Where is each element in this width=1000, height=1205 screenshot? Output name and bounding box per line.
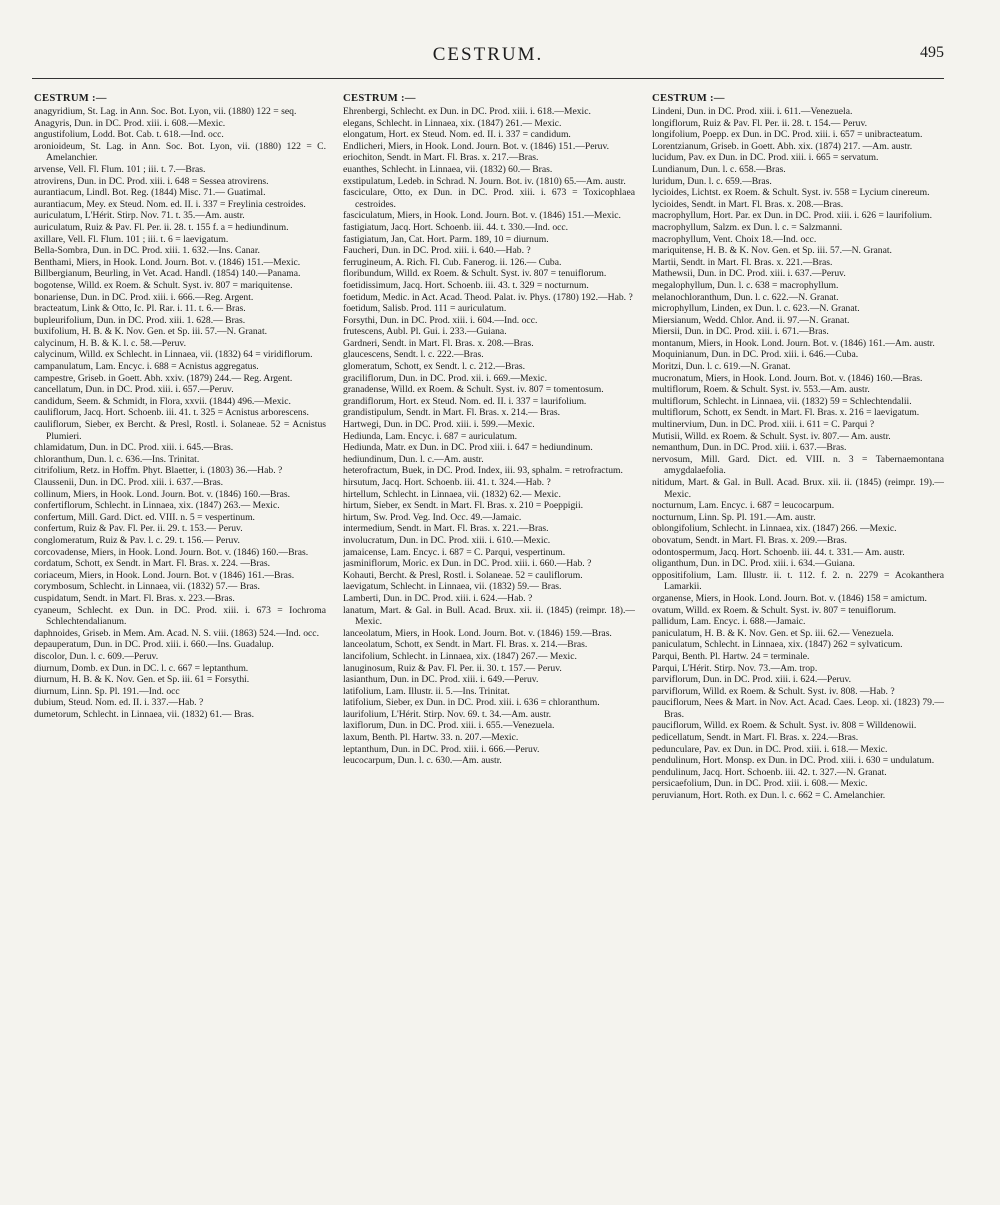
text-columns [34, 93, 944, 1173]
index-entry: discolor, Dun. l. c. 609.—Peruv. [34, 650, 159, 662]
index-entry: organense, Miers, in Hook. Lond. Journ. Bot. v. (1846) 158 = amictum. [652, 592, 927, 604]
index-entry: Mutisii, Willd. ex Roem. & Schult. Syst. iv. 807.— Am. austr. [652, 430, 891, 442]
index-entry: aurantiacum, Mey. ex Steud. Nom. ed. II. i. 337 = Freylinia cestroides. [34, 198, 306, 210]
index-entry: diurnum, Domb. ex Dun. in DC. l. c. 667 = leptanthum. [34, 662, 249, 674]
index-entry: glomeratum, Schott, ex Sendt. l. c. 212.—Bras. [343, 361, 526, 373]
index-entry: fastigiatum, Jan, Cat. Hort. Parm. 189, 10 = diurnum. [343, 233, 549, 245]
index-entry: latifolium, Lam. Illustr. ii. 5.—Ins. Trinitat. [343, 685, 510, 697]
column-1 [34, 93, 326, 1173]
index-entry: jasminiflorum, Moric. ex Dun. in DC. Prod. xiii. i. 660.—Hab. ? [343, 558, 592, 570]
index-entry: pauciflorum, Willd. ex Roem. & Schult. Syst. iv. 808 = Willdenowii. [652, 720, 917, 732]
index-entry: intermedium, Sendt. in Mart. Fl. Bras. x. 221.—Bras. [343, 523, 549, 535]
index-entry: Lorentzianum, Griseb. in Goett. Abh. xix. (1874) 217. —Am. austr. [652, 140, 913, 152]
column-heading: CESTRUM :— [34, 93, 107, 104]
index-entry: nocturnum, Linn. Sp. Pl. 191.—Am. austr. [652, 511, 816, 523]
index-entry: pedicellatum, Sendt. in Mart. Fl. Bras. x. 224.—Bras. [652, 732, 859, 744]
index-entry: ferrugineum, A. Rich. Fl. Cub. Fanerog. ii. 126.— Cuba. [343, 256, 562, 268]
index-entry: lanceolatum, Miers, in Hook. Lond. Journ. Bot. v. (1846) 159.—Bras. [343, 627, 612, 639]
index-entry: laurifolium, L'Hérit. Stirp. Nov. 69. t. 34.—Am. austr. [343, 708, 552, 720]
index-entry: elongatum, Hort. ex Steud. Nom. ed. II. i. 337 = candidum. [343, 129, 571, 141]
index-entry: Miersianum, Wedd. Chlor. And. ii. 97.—N. Granat. [652, 314, 850, 326]
index-entry: peruvianum, Hort. Roth. ex Dun. l. c. 662 = C. Amelanchier. [652, 790, 886, 802]
index-entry: Moquinianum, Dun. in DC. Prod. xiii. i. 646.—Cuba. [652, 349, 859, 361]
index-entry: graciliflorum, Dun. in DC. Prod. xii. i. 669.—Mexic. [343, 372, 547, 384]
index-entry: cauliflorum, Jacq. Hort. Schoenb. iii. 41. t. 325 = Acnistus arborescens. [34, 407, 309, 419]
index-entry: oblongifolium, Schlecht. in Linnaea, xix. (1847) 266. —Mexic. [652, 523, 897, 535]
column-heading: CESTRUM :— [652, 93, 725, 104]
index-entry: obovatum, Sendt. in Mart. Fl. Bras. x. 209.—Bras. [652, 534, 847, 546]
index-entry: bonariense, Dun. in DC. Prod. xiii. i. 666.—Reg. Argent. [34, 291, 254, 303]
index-entry: hirtum, Sw. Prod. Veg. Ind. Occ. 49.—Jamaic. [343, 511, 522, 523]
index-entry: lancifolium, Schlecht. in Linnaea, xix. (1847) 267.— Mexic. [343, 650, 577, 662]
index-entry: dumetorum, Schlecht. in Linnaea, vii. (1832) 61.— Bras. [34, 708, 254, 720]
index-entry: aronioideum, St. Lag. in Ann. Soc. Bot. Lyon, vii. (1880) 122 = C. Amelanchier. [34, 140, 326, 164]
index-entry: involucratum, Dun. in DC. Prod. xiii. i. 610.—Mexic. [343, 534, 551, 546]
index-entry: campestre, Griseb. in Goett. Abh. xxiv. (1879) 244.— Reg. Argent. [34, 372, 293, 384]
index-entry: multinervium, Dun. in DC. Prod. xiii. i. 611 = C. Parqui ? [652, 419, 875, 431]
index-entry: buxifolium, H. B. & K. Nov. Gen. et Sp. iii. 57.—N. Granat. [34, 326, 268, 338]
index-entry: Parqui, L'Hérit. Stirp. Nov. 73.—Am. trop. [652, 662, 818, 674]
index-entry: Anagyris, Dun. in DC. Prod. xiii. i. 608.—Mexic. [34, 117, 226, 129]
index-entry: laevigatum, Schlecht. in Linnaea, vii. (1832) 59.— Bras. [343, 581, 562, 593]
index-entry: odontospermum, Jacq. Hort. Schoenb. iii. 44. t. 331.— Am. austr. [652, 546, 905, 558]
index-entry: macrophyllum, Vent. Choix 18.—Ind. occ. [652, 233, 817, 245]
index-entry: cancellatum, Dun. in DC. Prod. xiii. i. 657.—Peruv. [34, 384, 234, 396]
index-entry: Claussenii, Dun. in DC. Prod. xiii. i. 637.—Bras. [34, 477, 224, 488]
index-entry: fasciculatum, Miers, in Hook. Lond. Journ. Bot. v. (1846) 151.—Mexic. [343, 210, 621, 222]
index-entry: glaucescens, Sendt. l. c. 222.—Bras. [343, 349, 484, 361]
index-entry: melanochloranthum, Dun. l. c. 622.—N. Granat. [652, 291, 839, 303]
index-entry: nocturnum, Lam. Encyc. i. 687 = leucocarpum. [652, 500, 835, 512]
index-entry: hirtum, Sieber, ex Sendt. in Mart. Fl. Bras. x. 210 = Poeppigii. [343, 500, 584, 512]
index-entry: floribundum, Willd. ex Roem. & Schult. Syst. iv. 807 = tenuiflorum. [343, 268, 607, 280]
index-entry: angustifolium, Lodd. Bot. Cab. t. 618.—Ind. occ. [34, 129, 224, 141]
index-entry: jamaicense, Lam. Encyc. i. 687 = C. Parqui, vespertinum. [343, 546, 566, 558]
page-title: CESTRUM. [432, 44, 544, 65]
index-entry: pendulinum, Jacq. Hort. Schoenb. iii. 42. t. 327.—N. Granat. [652, 766, 887, 778]
index-entry: laxum, Benth. Pl. Hartw. 33. n. 207.—Mexic. [343, 732, 519, 744]
index-entry: fasciculare, Otto, ex Dun. in DC. Prod. xiii. i. 673 = Toxicophlaea cestroides. [343, 187, 635, 210]
index-entry: Hediunda, Matr. ex Dun. in DC. Prod xiii. i. 647 = hediundinum. [343, 442, 593, 454]
index-entry: lanatum, Mart. & Gal. in Bull. Acad. Brux. xii. ii. (1845) (reimpr. 18).—Mexic. [343, 604, 635, 628]
index-entry: frutescens, Aubl. Pl. Gui. i. 233.—Guiana. [343, 326, 507, 338]
index-entry: Faucheri, Dun. in DC. Prod. xiii. i. 640.—Hab. ? [343, 245, 531, 257]
index-entry: heterofractum, Buek, in DC. Prod. Index, iii. 93, sphalm. = retrofractum. [343, 465, 623, 477]
index-entry: paniculatum, Schlecht. in Linnaea, xix. (1847) 262 = sylvaticum. [652, 639, 903, 651]
index-entry: cyaneum, Schlecht. ex Dun. in DC. Prod. xiii. i. 673 = Iochroma Schlechtendalianum. [34, 604, 326, 628]
index-entry: Mathewsii, Dun. in DC. Prod. xiii. i. 637.—Peruv. [652, 268, 846, 280]
index-entry: nitidum, Mart. & Gal. in Bull. Acad. Brux. xii. ii. (1845) (reimpr. 19).—Mexic. [652, 477, 944, 500]
column-heading: CESTRUM :— [343, 93, 416, 104]
index-entry: oliganthum, Dun. in DC. Prod. xiii. i. 634.—Guiana. [652, 558, 855, 570]
index-entry: calycinum, H. B. & K. l. c. 58.—Peruv. [34, 337, 187, 349]
index-entry: mucronatum, Miers, in Hook. Lond. Journ. Bot. v. (1846) 160.—Bras. [652, 372, 923, 384]
index-entry: eriochiton, Sendt. in Mart. Fl. Bras. x. 217.—Bras. [343, 152, 539, 164]
index-entry: foetidum, Medic. in Act. Acad. Theod. Palat. iv. Phys. (1780) 192.—Hab. ? [343, 291, 633, 303]
index-entry: luridum, Dun. l. c. 659.—Bras. [652, 175, 772, 187]
index-entry: anagyridium, St. Lag. in Ann. Soc. Bot. Lyon, vii. (1880) 122 = seq. [34, 106, 297, 117]
index-entry: Moritzi, Dun. l. c. 619.—N. Granat. [652, 361, 791, 373]
index-entry: chlamidatum, Dun. in DC. Prod. xiii. i. 645.—Bras. [34, 442, 234, 454]
index-entry: aurantiacum, Lindl. Bot. Reg. (1844) Misc. 71.— Guatimal. [34, 187, 266, 199]
index-entry: corymbosum, Schlecht. in Linnaea, vii. (1832) 57.— Bras. [34, 581, 260, 593]
index-entry: pauciflorum, Nees & Mart. in Nov. Act. Acad. Caes. Leop. xi. (1823) 79.—Bras. [652, 697, 944, 720]
index-entry: oppositifolium, Lam. Illustr. ii. t. 112. f. 2. n. 2279 = Acokanthera Lamarkii. [652, 569, 944, 593]
header-rule [32, 78, 944, 79]
index-entry: Miersii, Dun. in DC. Prod. xiii. i. 671.—Bras. [652, 326, 829, 338]
index-entry: Bella-Sombra, Dun. in DC. Prod. xiii. 1. 632.—Ins. Canar. [34, 245, 260, 257]
index-entry: Hartwegi, Dun. in DC. Prod. xiii. i. 599.—Mexic. [343, 419, 535, 431]
index-entry: Lamberti, Dun. in DC. Prod. xiii. i. 624.—Hab. ? [343, 592, 533, 604]
index-entry: corcovadense, Miers, in Hook. Lond. Journ. Bot. v. (1846) 160.—Bras. [34, 546, 309, 558]
index-entry: Lindeni, Dun. in DC. Prod. xiii. i. 611.—Venezuela. [652, 106, 853, 117]
index-entry: campanulatum, Lam. Encyc. i. 688 = Acnistus aggregatus. [34, 361, 259, 373]
index-entry: calycinum, Willd. ex Schlecht. in Linnaea, vii. (1832) 64 = viridiflorum. [34, 349, 313, 361]
index-entry: chloranthum, Dun. l. c. 636.—Ins. Trinitat. [34, 453, 200, 465]
index-entry: elegans, Schlecht. in Linnaea, xix. (1847) 261.— Mexic. [343, 117, 562, 129]
index-entry: hirsutum, Jacq. Hort. Schoenb. iii. 41. t. 324.—Hab. ? [343, 477, 551, 488]
index-entry: latifolium, Sieber, ex Dun. in DC. Prod. xiii. i. 636 = chloranthum. [343, 697, 600, 709]
index-entry: megalophyllum, Dun. l. c. 638 = macrophyllum. [652, 279, 839, 291]
index-entry: microphyllum, Linden, ex Dun. l. c. 623.—N. Granat. [652, 303, 860, 315]
index-entry: bogotense, Willd. ex Roem. & Schult. Syst. iv. 807 = mariquitense. [34, 279, 293, 291]
index-entry: cuspidatum, Sendt. in Mart. Fl. Bras. x. 223.—Bras. [34, 592, 235, 604]
index-entry: cordatum, Schott, ex Sendt. in Mart. Fl. Bras. x. 224. —Bras. [34, 558, 271, 570]
index-entry: Parqui, Benth. Pl. Hartw. 24 = terminale. [652, 650, 810, 662]
index-entry: parviflorum, Willd. ex Roem. & Schult. Syst. iv. 808. —Hab. ? [652, 685, 895, 697]
index-entry: lanceolatum, Schott, ex Sendt. in Mart. Fl. Bras. x. 214.—Bras. [343, 639, 588, 651]
index-entry: axillare, Vell. Fl. Flum. 101 ; iii. t. 6 = laevigatum. [34, 233, 229, 245]
index-entry: Forsythi, Dun. in DC. Prod. xiii. i. 604.—Ind. occ. [343, 314, 538, 326]
index-entry: hirtellum, Schlecht. in Linnaea, vii. (1832) 62.— Mexic. [343, 488, 561, 500]
index-entry: multiflorum, Schlecht. in Linnaea, vii. (1832) 59 = Schlechtendalii. [652, 395, 912, 407]
index-entry: Kohauti, Bercht. & Presl, Rostl. i. Solaneae. 52 = cauliflorum. [343, 569, 583, 581]
page-header [32, 38, 944, 74]
index-entry: conglomeratum, Ruiz & Pav. l. c. 29. t. 156.— Peruv. [34, 534, 240, 546]
index-entry: leptanthum, Dun. in DC. Prod. xiii. i. 666.—Peruv. [343, 743, 540, 755]
index-entry: lanuginosum, Ruiz & Pav. Fl. Per. ii. 30. t. 157.— Peruv. [343, 662, 562, 674]
index-entry: Martii, Sendt. in Mart. Fl. Bras. x. 221.—Bras. [652, 256, 833, 268]
index-entry: Gardneri, Sendt. in Mart. Fl. Bras. x. 208.—Bras. [343, 337, 534, 349]
index-entry: lycioides, Sendt. in Mart. Fl. Bras. x. 208.—Bras. [652, 198, 844, 210]
index-entry: foetidissimum, Jacq. Hort. Schoenb. iii. 43. t. 329 = nocturnum. [343, 279, 589, 291]
index-entry: Lundianum, Dun. l. c. 658.—Bras. [652, 163, 786, 175]
index-entry: exstipulatum, Ledeb. in Schrad. N. Journ. Bot. iv. (1810) 65.—Am. austr. [343, 175, 626, 187]
index-entry: macrophyllum, Hort. Par. ex Dun. in DC. Prod. xiii. i. 626 = laurifolium. [652, 210, 932, 222]
index-entry: persicaefolium, Dun. in DC. Prod. xiii. i. 608.— Mexic. [652, 778, 868, 790]
index-entry: cauliflorum, Sieber, ex Bercht. & Presl, Rostl. i. Solaneae. 52 = Acnistus Plumieri. [34, 419, 326, 442]
index-entry: granadense, Willd. ex Roem. & Schult. Syst. iv. 807 = tomentosum. [343, 384, 604, 396]
index-entry: atrovirens, Dun. in DC. Prod. xiii. i. 648 = Sessea atrovirens. [34, 175, 269, 187]
index-entry: parviflorum, Dun. in DC. Prod. xiii. i. 624.—Peruv. [652, 674, 852, 686]
index-entry: bracteatum, Link & Otto, Ic. Pl. Rar. i. 11. t. 6.— Bras. [34, 303, 246, 315]
index-entry: nemanthum, Dun. in DC. Prod. xiii. i. 637.—Bras. [652, 442, 847, 454]
index-entry: lasianthum, Dun. in DC. Prod. xiii. i. 649.—Peruv. [343, 674, 539, 686]
index-entry: pedunculare, Pav. ex Dun. in DC. Prod. xiii. i. 618.— Mexic. [652, 743, 888, 755]
index-entry: bupleurifolium, Dun. in DC. Prod. xiii. 1. 628.— Bras. [34, 314, 246, 326]
column-3 [652, 93, 944, 1173]
index-entry: macrophyllum, Salzm. ex Dun. l. c. = Salzmanni. [652, 221, 843, 233]
index-entry: montanum, Miers, in Hook. Lond. Journ. Bot. v. (1846) 161.—Am. austr. [652, 337, 935, 349]
index-entry: pendulinum, Hort. Monsp. ex Dun. in DC. Prod. xiii. i. 630 = undulatum. [652, 755, 935, 767]
index-entry: nervosum, Mill. Gard. Dict. ed. VIII. n. 3 = Tabernaemontana amygdalaefolia. [652, 453, 944, 477]
index-entry: Hediunda, Lam. Encyc. i. 687 = auriculatum. [343, 430, 518, 442]
index-entry: multiflorum, Schott, ex Sendt. in Mart. Fl. Bras. x. 216 = laevigatum. [652, 407, 920, 419]
index-entry: dubium, Steud. Nom. ed. II. i. 337.—Hab. ? [34, 697, 204, 709]
index-entry: grandistipulum, Sendt. in Mart. Fl. Bras. x. 214.— Bras. [343, 407, 561, 419]
index-entry: confertum, Ruiz & Pav. Fl. Per. ii. 29. t. 153.— Peruv. [34, 523, 243, 535]
index-entry: foetidum, Salisb. Prod. 111 = auriculatum. [343, 303, 507, 315]
index-entry: Billbergianum, Beurling, in Vet. Acad. Handl. (1854) 140.—Panama. [34, 268, 301, 280]
index-entry: leucocarpum, Dun. l. c. 630.—Am. austr. [343, 755, 502, 767]
index-entry: multiflorum, Roem. & Schult. Syst. iv. 553.—Am. austr. [652, 384, 870, 396]
index-entry: paniculatum, H. B. & K. Nov. Gen. et Sp. iii. 62.— Venezuela. [652, 627, 894, 639]
index-entry: candidum, Seem. & Schmidt, in Flora, xxvii. (1844) 496.—Mexic. [34, 395, 291, 407]
index-entry: grandiflorum, Hort. ex Steud. Nom. ed. II. i. 337 = laurifolium. [343, 395, 587, 407]
index-entry: arvense, Vell. Fl. Flum. 101 ; iii. t. 7.—Bras. [34, 163, 206, 175]
index-entry: laxiflorum, Dun. in DC. Prod. xiii. i. 655.—Venezuela. [343, 720, 555, 732]
index-entry: pallidum, Lam. Encyc. i. 688.—Jamaic. [652, 616, 806, 628]
page-number: 495 [920, 44, 944, 61]
index-entry: Benthami, Miers, in Hook. Lond. Journ. Bot. v. (1846) 151.—Mexic. [34, 256, 301, 268]
index-entry: mariquitense, H. B. & K. Nov. Gen. et Sp. iii. 57.—N. Granat. [652, 245, 892, 257]
index-entry: auriculatum, L'Hérit. Stirp. Nov. 71. t. 35.—Am. austr. [34, 210, 245, 222]
index-entry: auriculatum, Ruiz & Pav. Fl. Per. ii. 28. t. 155 f. a = hediundinum. [34, 221, 289, 233]
column-2 [343, 93, 635, 1173]
index-entry: euanthes, Schlecht. in Linnaea, vii. (1832) 60.— Bras. [343, 163, 553, 175]
index-entry: fastigiatum, Jacq. Hort. Schoenb. iii. 44. t. 330.—Ind. occ. [343, 221, 569, 233]
index-entry: longifolium, Poepp. ex Dun. in DC. Prod. xiii. i. 657 = unibracteatum. [652, 129, 923, 141]
index-entry: longiflorum, Ruiz & Pav. Fl. Per. ii. 28. t. 154.— Peruv. [652, 117, 868, 129]
index-entry: depauperatum, Dun. in DC. Prod. xiii. i. 660.—Ins. Guadalup. [34, 639, 274, 651]
index-entry: citrifolium, Retz. in Hoffm. Phyt. Blaetter, i. (1803) 36.—Hab. ? [34, 465, 283, 477]
index-entry: lucidum, Pav. ex Dun. in DC. Prod. xiii. i. 665 = servatum. [652, 152, 879, 164]
index-entry: hediundinum, Dun. l. c.—Am. austr. [343, 453, 484, 465]
index-entry: daphnoides, Griseb. in Mem. Am. Acad. N. S. viii. (1863) 524.—Ind. occ. [34, 627, 319, 639]
index-entry: coriaceum, Miers, in Hook. Lond. Journ. Bot. v (1846) 161.—Bras. [34, 569, 295, 581]
index-entry: ovatum, Willd. ex Roem. & Schult. Syst. iv. 807 = tenuiflorum. [652, 604, 897, 616]
index-entry: diurnum, H. B. & K. Nov. Gen. et Sp. iii. 61 = Forsythi. [34, 674, 250, 686]
index-entry: lycioides, Lichtst. ex Roem. & Schult. Syst. iv. 558 = Lycium cinereum. [652, 187, 930, 199]
index-entry: collinum, Miers, in Hook. Lond. Journ. Bot. v. (1846) 160.—Bras. [34, 488, 291, 500]
index-entry: confertum, Mill. Gard. Dict. ed. VIII. n. 5 = vespertinum. [34, 511, 255, 523]
index-entry: diurnum, Linn. Sp. Pl. 191.—Ind. occ [34, 685, 180, 697]
index-entry: confertiflorum, Schlecht. in Linnaea, xix. (1847) 263.— Mexic. [34, 500, 280, 512]
index-entry: Ehrenbergi, Schlecht. ex Dun. in DC. Prod. xiii. i. 618.—Mexic. [343, 106, 591, 117]
index-entry: Endlicheri, Miers, in Hook. Lond. Journ. Bot. v. (1846) 151.—Peruv. [343, 140, 610, 152]
